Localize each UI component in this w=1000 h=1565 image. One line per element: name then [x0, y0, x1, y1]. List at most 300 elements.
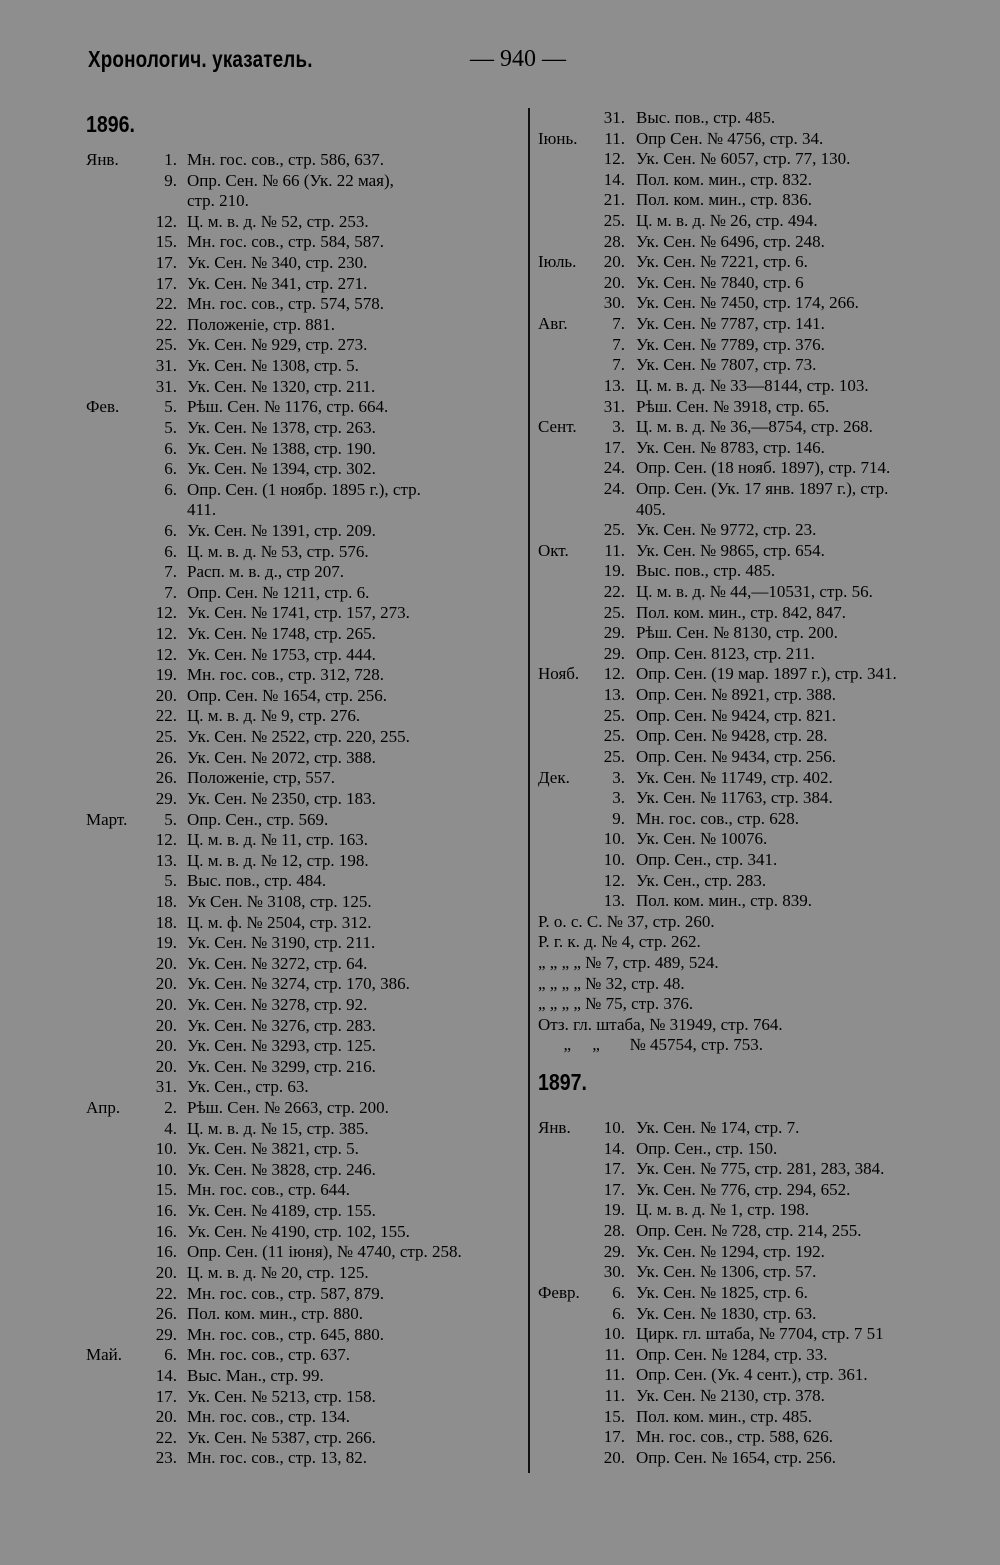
- index-entry: [538, 1159, 978, 1180]
- entry-text: Ук. Сен. № 11763, стр. 384.: [636, 788, 833, 808]
- entry-day: 17.: [603, 1427, 625, 1447]
- entry-text: Ук. Сен. № 5387, стр. 266.: [187, 1427, 376, 1447]
- entry-text: Мн. гос. сов., стр. 644.: [187, 1180, 350, 1200]
- entry-text: Ук. Сен. № 3276, стр. 283.: [187, 1015, 376, 1035]
- entry-day: 24.: [603, 458, 625, 478]
- entry-month: Февр.: [538, 1282, 580, 1302]
- entry-text: Выс. пов., стр. 485.: [636, 561, 776, 581]
- entry-text: Ц. м. в. д. № 11, стр. 163.: [187, 830, 368, 850]
- entry-day: 6.: [164, 459, 177, 479]
- entry-day: 1.: [164, 150, 177, 169]
- entry-text: Мн. гос. сов., стр. 134.: [187, 1407, 350, 1427]
- index-entry: [538, 582, 978, 603]
- entry-text: Опр. Сен. № 8921, стр. 388.: [636, 685, 836, 705]
- index-entry: [538, 438, 978, 459]
- index-entry: [86, 418, 524, 439]
- entry-month: Март.: [86, 809, 128, 829]
- entry-day: 25.: [603, 726, 625, 746]
- reference-entry: [538, 974, 978, 995]
- reference-entry: [538, 1015, 978, 1036]
- index-entry: [86, 1201, 524, 1222]
- entry-text: Ук. Сен. № 1394, стр. 302.: [187, 459, 376, 479]
- entry-text: Опр. Сен., стр. 569.: [187, 809, 329, 829]
- index-entry: [538, 232, 978, 253]
- index-entry: [538, 891, 978, 912]
- entry-text: Ц. м. в. д. № 44,—10531, стр. 56.: [636, 582, 873, 602]
- entry-text: Ц. м. в. д. № 53, стр. 576.: [187, 541, 369, 561]
- index-entry: [86, 1325, 524, 1346]
- index-entry: [86, 1242, 524, 1263]
- entry-day: 10.: [603, 1118, 625, 1138]
- entry-month: Авг.: [538, 314, 568, 334]
- entry-text: Опр. Сен. № 1654, стр. 256.: [187, 685, 387, 705]
- index-entry: [86, 1160, 524, 1181]
- entry-text: Ук. Сен. № 1378, стр. 263.: [187, 417, 376, 437]
- index-entry: [86, 1016, 524, 1037]
- entry-text: Ук. Сен. № 1830, стр. 63.: [636, 1303, 817, 1323]
- entry-text: Ук. Сен. № 3821, стр. 5.: [187, 1139, 359, 1159]
- entry-text: Выс. пов., стр. 485.: [636, 108, 776, 127]
- index-entry: [538, 623, 978, 644]
- entry-text: Ц. м. в. д. № 1, стр. 198.: [636, 1200, 810, 1220]
- entry-day: 13.: [155, 850, 177, 870]
- entry-text: Ук. Сен. № 2130, стр. 378.: [636, 1385, 825, 1405]
- entry-text: Расп. м. в. д., стр 207.: [187, 562, 345, 582]
- index-entry: [86, 851, 524, 872]
- entry-month: Іюль.: [538, 252, 577, 272]
- entry-text: Опр. Сен. (Ук. 17 янв. 1897 г.), стр.: [636, 478, 889, 498]
- index-entry: [86, 294, 524, 315]
- entry-text: Ук. Сен., стр. 283.: [636, 870, 767, 890]
- entry-text: Опр. Сен. № 9428, стр. 28.: [636, 726, 828, 746]
- entry-day: 6.: [164, 479, 177, 499]
- index-entry: [86, 706, 524, 727]
- index-entry: [86, 789, 524, 810]
- index-entry: [538, 1139, 978, 1160]
- index-entry: [86, 665, 524, 686]
- index-entry: [86, 810, 524, 831]
- entry-day: 29.: [603, 643, 625, 663]
- entry-day: 7.: [164, 582, 177, 602]
- entry-text: Ук. Сен. № 9865, стр. 654.: [636, 540, 825, 560]
- index-entry: [86, 397, 524, 418]
- index-entry: [538, 1200, 978, 1221]
- index-entry: [538, 809, 978, 830]
- entry-text: Опр. Сен. (11 іюня), № 4740, стр. 258.: [187, 1242, 462, 1262]
- entry-day: 10.: [603, 829, 625, 849]
- entry-day: 25.: [603, 746, 625, 766]
- index-entry: [86, 356, 524, 377]
- entry-text: Ук. Сен. № 1748, стр. 265.: [187, 624, 376, 644]
- entry-text: Ц. м. в. д. № 20, стр. 125.: [187, 1262, 369, 1282]
- entry-day: 6.: [164, 520, 177, 540]
- index-entry: [538, 314, 978, 335]
- entry-day: 29.: [155, 1324, 177, 1344]
- index-entry: [538, 1345, 978, 1366]
- entry-day: 10.: [603, 849, 625, 869]
- index-entry: [86, 480, 524, 501]
- entry-day: 29.: [603, 1241, 625, 1261]
- index-entry: [86, 562, 524, 583]
- index-entry: [538, 644, 978, 665]
- index-entry: [538, 293, 978, 314]
- entry-text: Ц. м. в. д. № 9, стр. 276.: [187, 706, 361, 726]
- index-entry: [538, 561, 978, 582]
- reference-text: Р. о. с. С. № 37, стр. 260.: [538, 911, 715, 931]
- entry-day: 26.: [155, 1304, 177, 1324]
- index-entry: [86, 500, 524, 521]
- entry-text: Ук. Сен. № 11749, стр. 402.: [636, 767, 833, 787]
- entry-day: 14.: [155, 1365, 177, 1385]
- index-entry: [538, 417, 978, 438]
- entry-text: Цирк. гл. штаба, № 7704, стр. 7 51: [636, 1324, 884, 1344]
- running-header-title: Хронологич. указатель.: [88, 46, 313, 72]
- entry-day: 7.: [164, 562, 177, 582]
- entry-text: Ук. Сен. № 2350, стр. 183.: [187, 788, 376, 808]
- entry-day: 6.: [612, 1303, 625, 1323]
- entry-text: Мн. гос. сов., стр. 586, 637.: [187, 150, 384, 169]
- entry-day: 12.: [603, 870, 625, 890]
- index-entry: [86, 1366, 524, 1387]
- entry-text: Ц. м. в. д. № 36,—8754, стр. 268.: [636, 417, 873, 437]
- entry-text: Ук. Сен. № 9772, стр. 23.: [636, 520, 817, 540]
- index-entry: [86, 748, 524, 769]
- entry-text: Опр. Сен., стр. 341.: [636, 849, 778, 869]
- index-entry: [538, 788, 978, 809]
- entry-text: Ук Сен. № 3108, стр. 125.: [187, 891, 372, 911]
- reference-text: Р. г. к. д. № 4, стр. 262.: [538, 932, 701, 952]
- entry-day: 22.: [155, 294, 177, 314]
- reference-text: „ „ „ „ № 75, стр. 376.: [538, 994, 694, 1014]
- entry-day: 25.: [603, 520, 625, 540]
- entry-day: 20.: [603, 272, 625, 292]
- entry-day: 29.: [155, 788, 177, 808]
- entry-day: 10.: [155, 1139, 177, 1159]
- entry-text: Опр. Сен., стр. 150.: [636, 1138, 778, 1158]
- entry-text: Ук. Сен. № 3828, стр. 246.: [187, 1159, 376, 1179]
- entry-day: 17.: [603, 1179, 625, 1199]
- index-entry: [86, 1387, 524, 1408]
- entry-day: 11.: [604, 1344, 625, 1364]
- entry-day: 4.: [164, 1118, 177, 1138]
- index-entry: [86, 335, 524, 356]
- entry-day: 11.: [604, 1365, 625, 1385]
- index-entry: [538, 1324, 978, 1345]
- index-entry: [538, 1386, 978, 1407]
- entry-day: 21.: [603, 190, 625, 210]
- entry-day: 13.: [603, 375, 625, 395]
- index-entry: [538, 273, 978, 294]
- entry-day: 22.: [155, 314, 177, 334]
- entry-day: 20.: [155, 1262, 177, 1282]
- entry-text: Опр Сен. № 4756, стр. 34.: [636, 128, 824, 148]
- reference-list: [538, 912, 978, 1056]
- entry-day: 5.: [164, 417, 177, 437]
- entry-day: 18.: [155, 912, 177, 932]
- entry-day: 13.: [603, 891, 625, 911]
- index-entry: [86, 439, 524, 460]
- entry-text: Ук. Сен. № 776, стр. 294, 652.: [636, 1179, 851, 1199]
- entry-text: 405.: [636, 499, 666, 519]
- entry-day: 20.: [603, 252, 625, 272]
- entry-day: 30.: [603, 293, 625, 313]
- reference-entry: [538, 912, 978, 933]
- index-entry: [86, 727, 524, 748]
- right-entry-list-1897: [538, 1118, 978, 1468]
- index-entry: [86, 1345, 524, 1366]
- entry-text: Опр. Сен. 8123, стр. 211.: [636, 643, 815, 663]
- index-entry: [86, 830, 524, 851]
- index-entry: [538, 190, 978, 211]
- index-entry: [538, 479, 978, 500]
- entry-day: 12.: [155, 624, 177, 644]
- index-entry: [538, 541, 978, 562]
- index-entry: [86, 459, 524, 480]
- entry-text: Ук. Сен. № 2072, стр. 388.: [187, 747, 376, 767]
- entry-day: 10.: [603, 1324, 625, 1344]
- index-entry: [538, 706, 978, 727]
- entry-text: Опр. Сен. № 728, стр. 214, 255.: [636, 1221, 862, 1241]
- entry-text: Ук. Сен. № 3272, стр. 64.: [187, 953, 368, 973]
- index-entry: [86, 913, 524, 934]
- entry-text: Ук. Сен., стр. 63.: [187, 1077, 309, 1097]
- entry-text: Опр. Сен. (1 ноябр. 1895 г.), стр.: [187, 479, 421, 499]
- entry-text: Ук. Сен. № 174, стр. 7.: [636, 1118, 800, 1138]
- entry-text: Ц. м. в. д. № 15, стр. 385.: [187, 1118, 369, 1138]
- index-entry: [538, 747, 978, 768]
- right-entry-list-1896: [538, 108, 978, 912]
- entry-text: Ук. Сен. № 1320, стр. 211.: [187, 376, 376, 396]
- entry-text: Мн. гос. сов., стр. 645, 880.: [187, 1324, 384, 1344]
- entry-day: 12.: [155, 603, 177, 623]
- entry-day: 30.: [603, 1262, 625, 1282]
- entry-day: 20.: [155, 685, 177, 705]
- entry-text: Ук. Сен. № 3190, стр. 211.: [187, 933, 376, 953]
- index-entry: [538, 500, 978, 521]
- entry-text: Ук. Сен. № 1391, стр. 209.: [187, 520, 376, 540]
- entry-month: Фев.: [86, 397, 120, 417]
- entry-day: 16.: [155, 1201, 177, 1221]
- entry-text: Ук. Сен. № 3293, стр. 125.: [187, 1036, 376, 1056]
- entry-day: 7.: [612, 355, 625, 375]
- entry-day: 6.: [164, 541, 177, 561]
- entry-day: 13.: [603, 685, 625, 705]
- index-entry: [86, 315, 524, 336]
- entry-day: 6.: [612, 1282, 625, 1302]
- entry-day: 12.: [603, 664, 625, 684]
- entry-text: Ук. Сен. № 3299, стр. 216.: [187, 1056, 376, 1076]
- entry-day: 20.: [155, 1056, 177, 1076]
- entry-text: Ук. Сен. № 340, стр. 230.: [187, 253, 368, 273]
- index-entry: [538, 1180, 978, 1201]
- reference-text: Отз. гл. штаба, № 31949, стр. 764.: [538, 1014, 783, 1034]
- entry-day: 9.: [612, 808, 625, 828]
- entry-day: 19.: [603, 1200, 625, 1220]
- entry-text: Ук. Сен. № 1294, стр. 192.: [636, 1241, 825, 1261]
- entry-day: 20.: [155, 1407, 177, 1427]
- entry-text: Опр. Сен. № 66 (Ук. 22 мая),: [187, 170, 394, 190]
- entry-day: 19.: [155, 933, 177, 953]
- index-entry: [538, 1448, 978, 1469]
- index-entry: [538, 1221, 978, 1242]
- index-entry: [538, 149, 978, 170]
- entry-day: 31.: [603, 108, 625, 127]
- index-entry: [86, 1077, 524, 1098]
- entry-text: Пол. ком. мин., стр. 842, 847.: [636, 602, 847, 622]
- entry-text: Ук. Сен. № 929, стр. 273.: [187, 335, 368, 355]
- entry-text: Ук. Сен. № 3274, стр. 170, 386.: [187, 974, 410, 994]
- index-entry: [538, 871, 978, 892]
- entry-text: Выс. пов., стр. 484.: [187, 871, 327, 891]
- entry-day: 26.: [155, 768, 177, 788]
- entry-day: 19.: [155, 665, 177, 685]
- reference-text: „ „ „ „ № 7, стр. 489, 524.: [538, 952, 719, 972]
- left-entry-list: [86, 150, 524, 1469]
- entry-day: 7.: [612, 314, 625, 334]
- entry-text: Ук. Сен. № 8783, стр. 146.: [636, 437, 825, 457]
- reference-entry: [538, 932, 978, 953]
- left-column: [86, 108, 524, 1469]
- entry-text: Опр. Сен. (Ук. 4 сент.), стр. 361.: [636, 1365, 868, 1385]
- index-entry: [86, 624, 524, 645]
- entry-text: Пол. ком. мин., стр. 839.: [636, 891, 813, 911]
- entry-text: Ук. Сен. № 1825, стр. 6.: [636, 1282, 808, 1302]
- entry-day: 9.: [164, 170, 177, 190]
- entry-text: Ук. Сен. № 3278, стр. 92.: [187, 994, 368, 1014]
- reference-text: „ „ „ „ № 32, стр. 48.: [538, 973, 685, 993]
- entry-text: Рѣш. Сен. № 2663, стр. 200.: [187, 1098, 389, 1118]
- entry-month: Янв.: [538, 1118, 571, 1138]
- index-entry: [86, 1139, 524, 1160]
- entry-text: Выс. Ман., стр. 99.: [187, 1365, 324, 1385]
- entry-day: 10.: [155, 1159, 177, 1179]
- entry-text: Ц. м. в. д. № 26, стр. 494.: [636, 211, 818, 231]
- entry-day: 12.: [155, 644, 177, 664]
- entry-day: 20.: [155, 1015, 177, 1035]
- index-entry: [538, 603, 978, 624]
- entry-day: 31.: [155, 1077, 177, 1097]
- entry-day: 20.: [155, 953, 177, 973]
- index-entry: [538, 397, 978, 418]
- entry-day: 11.: [604, 540, 625, 560]
- column-divider: [528, 108, 530, 1473]
- entry-text: Ук. Сен. № 6057, стр. 77, 130.: [636, 149, 851, 169]
- entry-text: Пол. ком. мин., стр. 836.: [636, 190, 813, 210]
- index-entry: [538, 1427, 978, 1448]
- index-entry: [86, 1222, 524, 1243]
- index-entry: [538, 1242, 978, 1263]
- index-entry: [86, 1304, 524, 1325]
- entry-text: Опр. Сен. № 1284, стр. 33.: [636, 1344, 828, 1364]
- entry-text: Рѣш. Сен. № 1176, стр. 664.: [187, 397, 389, 417]
- entry-text: Мн. гос. сов., стр. 588, 626.: [636, 1427, 833, 1447]
- entry-text: Ук. Сен. № 5213, стр. 158.: [187, 1386, 376, 1406]
- index-entry: [538, 850, 978, 871]
- entry-day: 25.: [603, 602, 625, 622]
- entry-text: Ук. Сен. № 7787, стр. 141.: [636, 314, 825, 334]
- entry-day: 14.: [603, 1138, 625, 1158]
- entry-text: Опр. Сен. № 1654, стр. 256.: [636, 1447, 836, 1467]
- index-entry: [86, 603, 524, 624]
- entry-text: Пол. ком. мин., стр. 485.: [636, 1406, 813, 1426]
- index-entry: [86, 686, 524, 707]
- index-entry: [538, 1304, 978, 1325]
- entry-text: Мн. гос. сов., стр. 628.: [636, 808, 799, 828]
- entry-day: 29.: [603, 623, 625, 643]
- index-entry: [86, 253, 524, 274]
- entry-day: 15.: [155, 1180, 177, 1200]
- entry-day: 25.: [155, 335, 177, 355]
- index-entry: [538, 1365, 978, 1386]
- page-number: — 940 —: [470, 46, 566, 72]
- index-entry: [538, 829, 978, 850]
- entry-day: 15.: [155, 232, 177, 252]
- index-entry: [86, 521, 524, 542]
- entry-text: Ук. Сен. № 775, стр. 281, 283, 384.: [636, 1159, 885, 1179]
- entry-month: Нояб.: [538, 664, 580, 684]
- entry-text: Ук. Сен. № 7450, стр. 174, 266.: [636, 293, 859, 313]
- index-entry: [86, 150, 524, 171]
- entry-day: 23.: [155, 1448, 177, 1468]
- entry-text: Ук. Сен. № 2522, стр. 220, 255.: [187, 727, 410, 747]
- entry-day: 22.: [155, 1283, 177, 1303]
- entry-text: стр. 210.: [187, 191, 249, 211]
- entry-month: Апр.: [86, 1098, 121, 1118]
- entry-text: Мн. гос. сов., стр. 13, 82.: [187, 1448, 367, 1468]
- index-entry: [538, 211, 978, 232]
- entry-text: 411.: [187, 500, 217, 520]
- entry-day: 25.: [155, 727, 177, 747]
- index-entry: [86, 954, 524, 975]
- entry-text: Ук. Сен. № 6496, стр. 248.: [636, 231, 825, 251]
- reference-entry: [538, 1035, 978, 1056]
- index-entry: [538, 129, 978, 150]
- entry-day: 28.: [603, 1221, 625, 1241]
- entry-day: 5.: [164, 397, 177, 417]
- entry-day: 17.: [603, 437, 625, 457]
- index-entry: [86, 1428, 524, 1449]
- entry-day: 20.: [155, 1036, 177, 1056]
- index-entry: [86, 1180, 524, 1201]
- entry-day: 17.: [603, 1159, 625, 1179]
- entry-day: 12.: [155, 830, 177, 850]
- entry-day: 5.: [164, 871, 177, 891]
- index-entry: [538, 170, 978, 191]
- entry-month: Сент.: [538, 417, 577, 437]
- right-column: [538, 108, 978, 1468]
- entry-day: 3.: [612, 767, 625, 787]
- index-entry: [86, 871, 524, 892]
- entry-day: 19.: [603, 561, 625, 581]
- entry-text: Ук. Сен. № 1388, стр. 190.: [187, 438, 376, 458]
- index-entry: [86, 933, 524, 954]
- entry-text: Опр. Сен. № 9434, стр. 256.: [636, 746, 836, 766]
- entry-day: 17.: [155, 253, 177, 273]
- entry-day: 16.: [155, 1221, 177, 1241]
- index-entry: [86, 171, 524, 192]
- reference-text: „ „ № 45754, стр. 753.: [538, 1035, 763, 1055]
- entry-text: Ук. Сен. № 7789, стр. 376.: [636, 334, 825, 354]
- entry-text: Ук. Сен. № 7807, стр. 73.: [636, 355, 817, 375]
- index-entry: [86, 995, 524, 1016]
- entry-day: 2.: [164, 1098, 177, 1118]
- entry-day: 22.: [155, 1427, 177, 1447]
- index-entry: [538, 685, 978, 706]
- entry-month: Янв.: [86, 150, 119, 169]
- index-entry: [538, 355, 978, 376]
- entry-text: Ц. м. ф. № 2504, стр. 312.: [187, 912, 372, 932]
- entry-text: Ук. Сен. № 1753, стр. 444.: [187, 644, 376, 664]
